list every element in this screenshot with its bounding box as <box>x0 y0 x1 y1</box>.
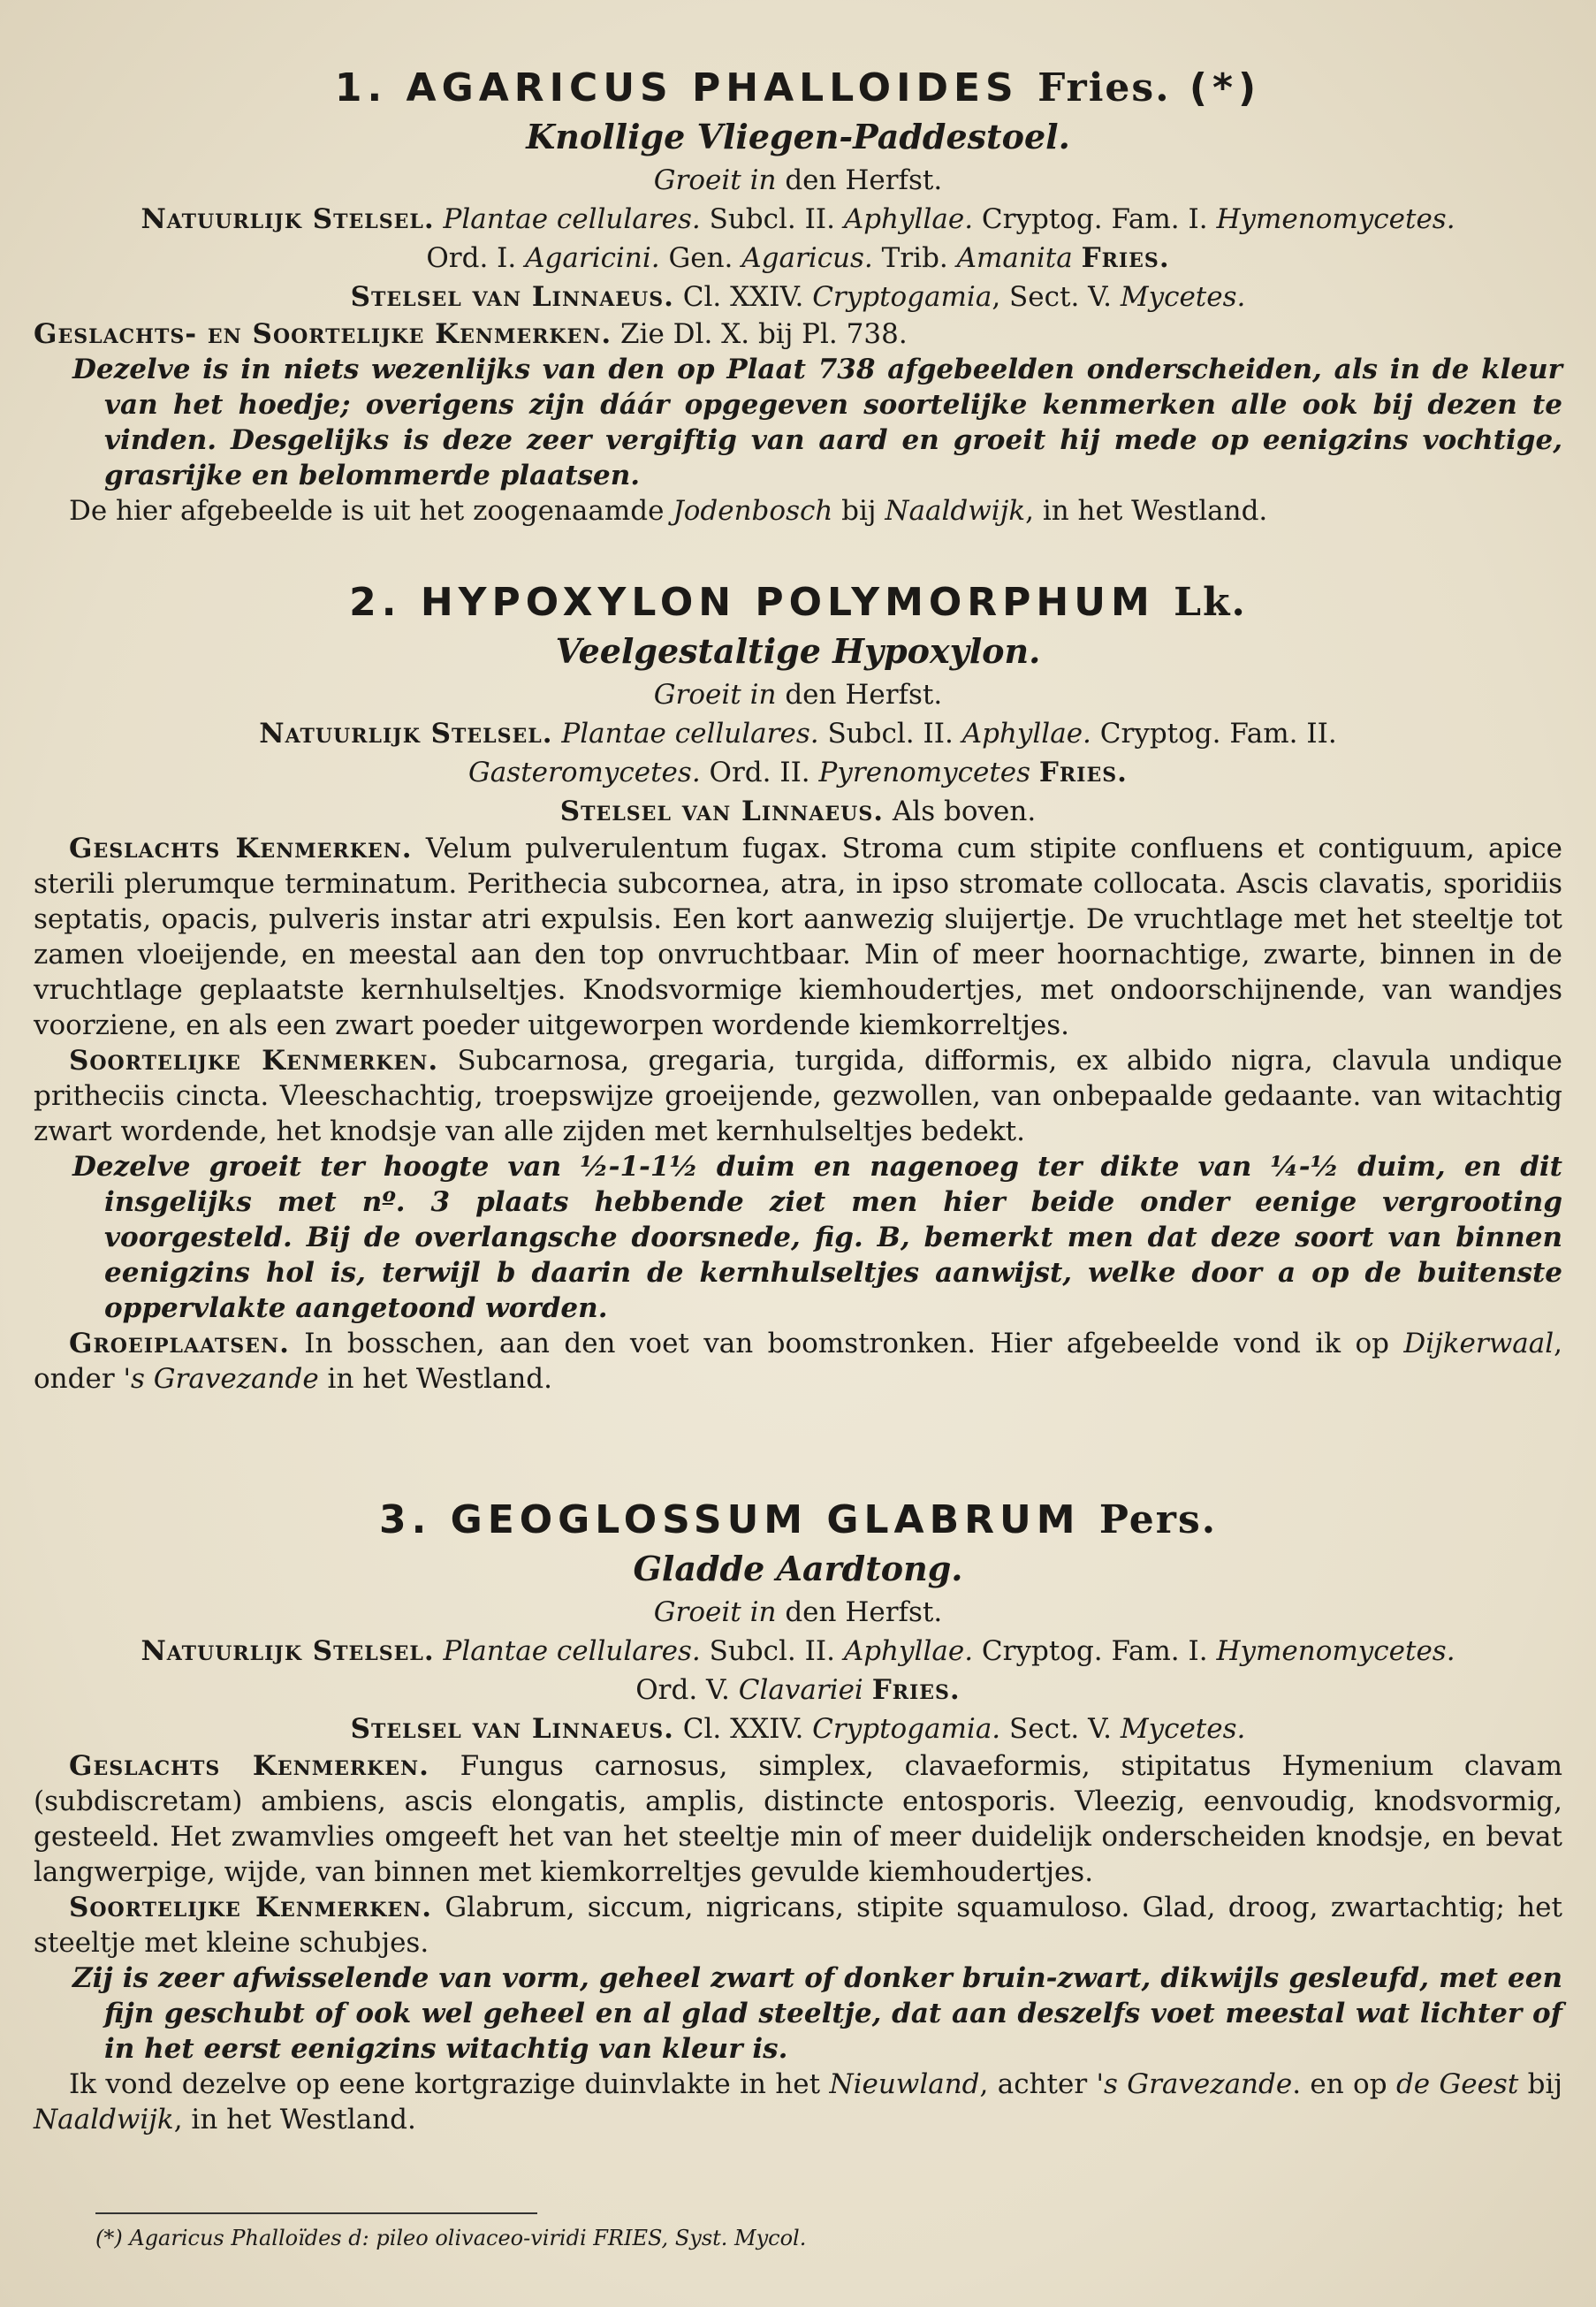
section-3 <box>34 1496 1562 2137</box>
section-2-linnaeus: Stelsel van Linnaeus. Als boven. <box>559 796 1037 827</box>
section-2-subtitle: Veelgestaltige Hypoxylon. <box>555 631 1041 671</box>
footnote: (*) Agaricus Phalloïdes d: pileo olivaceo-viridi FRIES, Syst. Mycol. <box>95 2226 807 2250</box>
section-2-natural-system: Natuurlijk Stelsel. Plantae cellulares. Subcl. II. Aphyllae. Cryptog. Fam. II. Gasteromycetes. Ord. II. Pyrenomycetes Fries. <box>259 718 1337 788</box>
section-2-genus-characters: Geslachts Kenmerken. Velum pulverulentum fugax. Stroma cum stipite confluens et contiguum, apice sterili plerumque terminatum. Perithecia subcornea, atra, in ipso stromate collocata. Ascis clavatis, sporidiis septatis, opacis, pulveris instar atri expulsis. Een kort aanwezig sluijertje. De vruchtlage met het steeltje tot zamen vloeijende, en meestal aan den top onvruchtbaar. Min of meer hoornachtige, zwarte, binnen in de vruchtlage geplaatste kernhulseltjes. Knodsvormige kiemhoudertjes, met ondoorschijnende, van wandjes voorziene, en als een zwart poeder uitgeworpen wordende kiemkorreltjes. <box>34 833 1562 1041</box>
section-1-title: 1. AGARICUS PHALLOIDES Fries. (*) <box>334 65 1262 110</box>
section-3-description: Zij is zeer afwisselende van vorm, geheel zwart of donker bruin-zwart, dikwijls gesleufd, met een fijn geschubt of ook wel geheel en al glad steeltje, dat aan deszelfs voet meestal wat lichter of in het eerst eenigzins witachtig van kleur is. <box>72 1962 1562 2065</box>
section-1-characters: Geslachts- en Soortelijke Kenmerken. Zie Dl. X. bij Pl. 738. <box>34 318 908 350</box>
footnote-rule <box>95 2212 537 2214</box>
section-3-location: Ik vond dezelve op eene kortgrazige duinvlakte in het Nieuwland, achter 's Gravezande. en op de Geest bij Naaldwijk, in het Westland. <box>34 2068 1563 2136</box>
section-1-linnaeus: Stelsel van Linnaeus. Cl. XXIV. Cryptogamia, Sect. V. Mycetes. <box>350 281 1246 313</box>
section-1-season: Groeit in den Herfst. <box>653 164 943 196</box>
section-2-season: Groeit in den Herfst. <box>653 679 943 711</box>
section-2-title: 2. HYPOXYLON POLYMORPHUM Lk. <box>349 580 1247 625</box>
section-2-location: Groeiplaatsen. In bosschen, aan den voet van boomstronken. Hier afgebeelde vond ik op Dijkerwaal, onder 's Gravezande in het Westland. <box>34 1328 1562 1395</box>
section-2-description: Dezelve groeit ter hoogte van ½-1-1½ duim en nagenoeg ter dikte van ¼-½ duim, en dit insgelijks met nº. 3 plaats hebbende ziet men hier beide onder eenige vergrooting voorgesteld. Bij de overlangsche doorsnede, fig. B, bemerkt men dat deze soort van binnen eenigzins hol is, terwijl b daarin de kernhulseltjes aanwijst, welke door a op de buitenste oppervlakte aangetoond worden. <box>72 1151 1562 1324</box>
section-3-species-characters: Soortelijke Kenmerken. Glabrum, siccum, nigricans, stipite squamuloso. Glad, droog, zwartachtig; het steeltje met kleine schubjes. <box>34 1892 1562 1959</box>
section-3-title: 3. GEOGLOSSUM GLABRUM Pers. <box>378 1497 1218 1542</box>
section-3-genus-characters: Geslachts Kenmerken. Fungus carnosus, simplex, clavaeformis, stipitatus Hymenium clavam (subdiscretam) ambiens, ascis elongatis, amplis, distincte entosporis. Vleezig, eenvoudig, knodsvormig, gesteeld. Het zwamvlies omgeeft het van het steeltje min of meer duidelijk onderscheiden knodsje, en bevat langwerpige, wijde, van binnen met kiemkorreltjes gevulde kiemhoudertjes. <box>34 1750 1562 1888</box>
section-1 <box>34 64 1562 529</box>
section-3-season: Groeit in den Herfst. <box>653 1596 943 1628</box>
section-3-linnaeus: Stelsel van Linnaeus. Cl. XXIV. Cryptogamia. Sect. V. Mycetes. <box>350 1713 1246 1745</box>
section-3-subtitle: Gladde Aardtong. <box>633 1549 963 1588</box>
section-3-natural-system: Natuurlijk Stelsel. Plantae cellulares. Subcl. II. Aphyllae. Cryptog. Fam. I. Hymenomycetes. Ord. V. Clavariei Fries. <box>141 1635 1455 1706</box>
section-1-natural-system: Natuurlijk Stelsel. Plantae cellulares. Subcl. II. Aphyllae. Cryptog. Fam. I. Hymenomycetes. Ord. I. Agaricini. Gen. Agaricus. Trib. Amanita Fries. <box>141 203 1455 274</box>
section-2 <box>34 578 1562 1397</box>
section-1-location: De hier afgebeelde is uit het zoogenaamde Jodenbosch bij Naaldwijk, in het Westland. <box>69 495 1268 527</box>
section-1-description: Dezelve is in niets wezenlijks van den op Plaat 738 afgebeelden onderscheiden, als in de kleur van het hoedje; overigens zijn dáár opgegeven soortelijke kenmerken alle ook bij dezen te vinden. Desgelijks is deze zeer vergiftig van aard en groeit hij mede op eenigzins vochtige, grasrijke en belommerde plaatsen. <box>72 354 1562 491</box>
section-2-species-characters: Soortelijke Kenmerken. Subcarnosa, gregaria, turgida, difformis, ex albido nigra, clavula undique pritheciis cincta. Vleeschachtig, troepswijze groeijende, gezwollen, van onbepaalde gedaante. van witachtig zwart wordende, het knodsje van alle zijden met kernhulseltjes bedekt. <box>34 1045 1562 1147</box>
section-1-subtitle: Knollige Vliegen-Paddestoel. <box>526 117 1070 156</box>
